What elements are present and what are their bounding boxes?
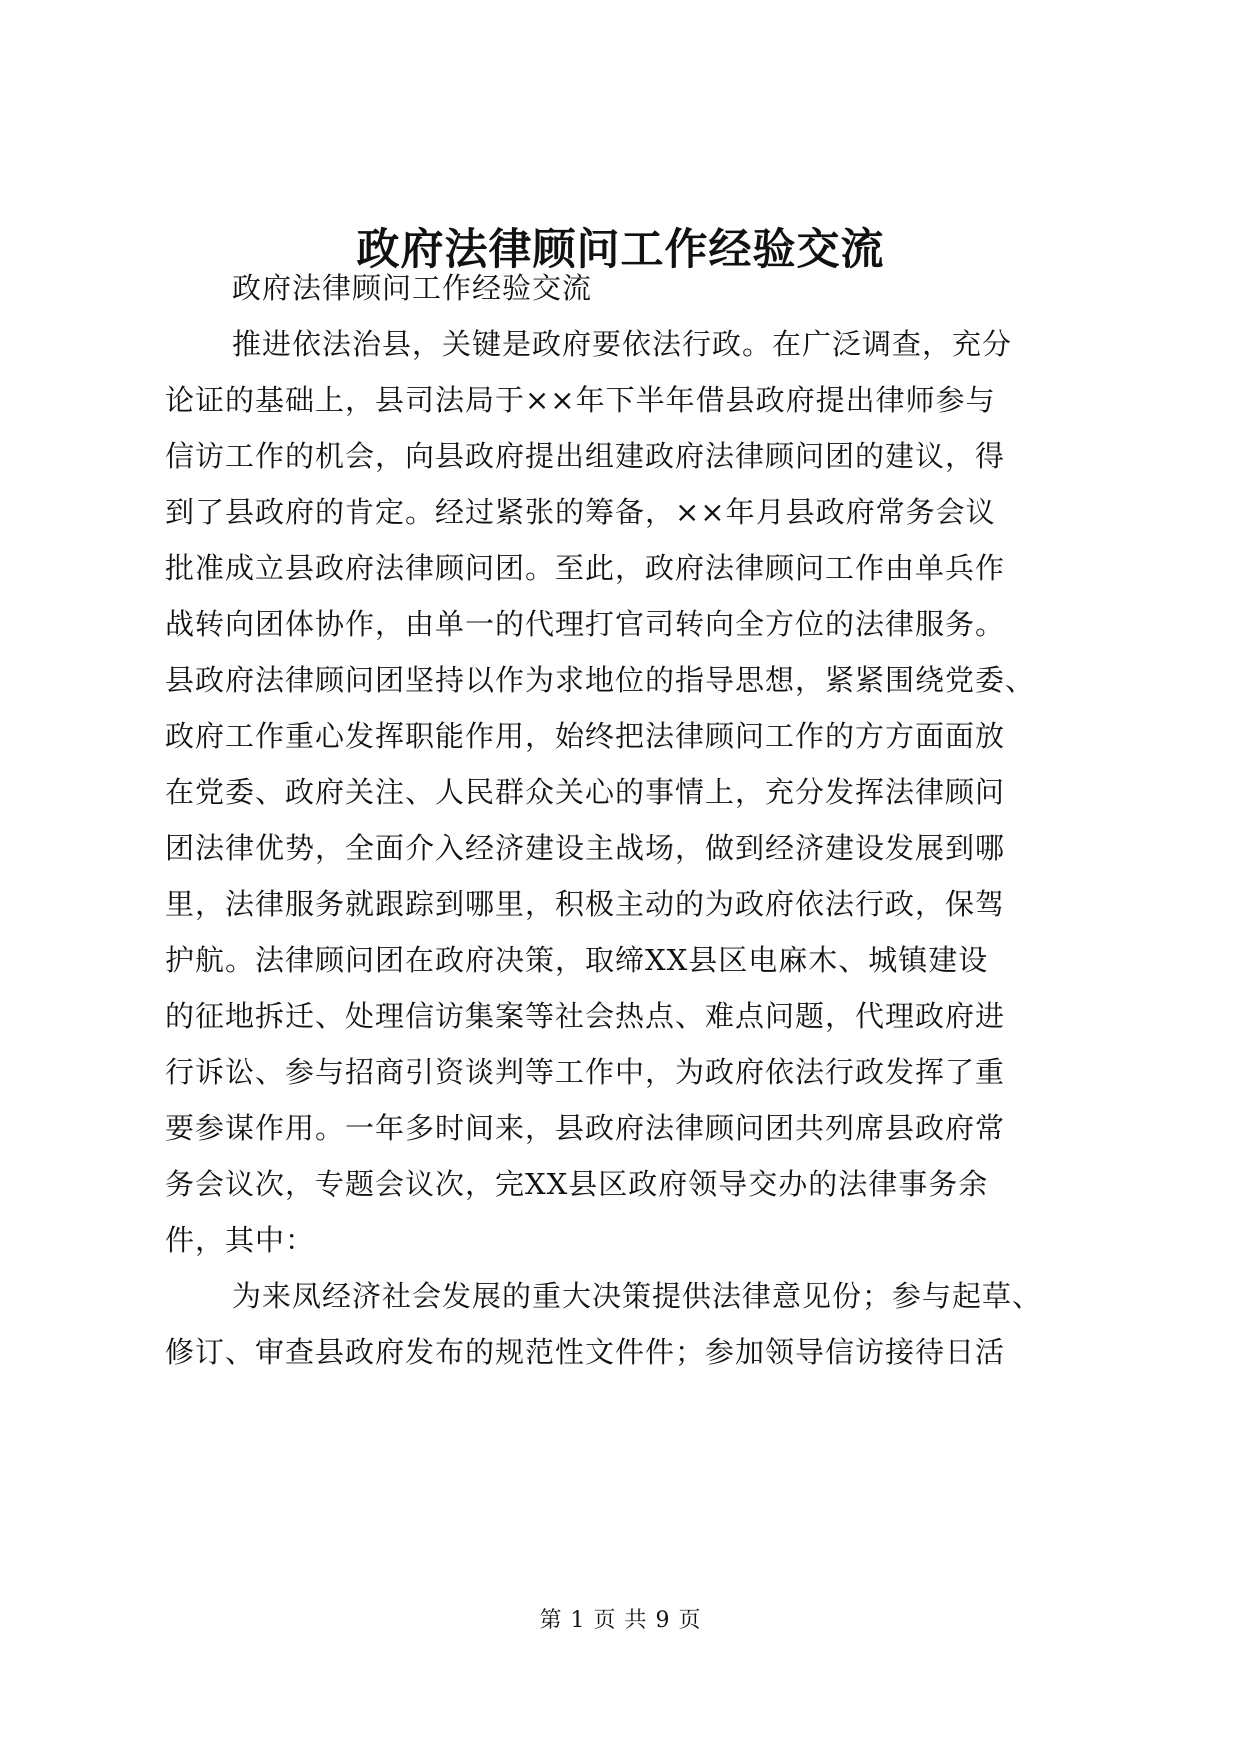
paragraph-line-3: 信访工作的机会，向县政府提出组建政府法律顾问团的建议，得 bbox=[165, 439, 1006, 473]
paragraph-line-12: 护航。法律顾问团在政府决策，取缔XX县区电麻木、城镇建设 bbox=[165, 943, 989, 977]
paragraph-line-17: 件，其中： bbox=[165, 1223, 316, 1257]
page-footer: 第 1 页 共 9 页 bbox=[539, 1608, 702, 1633]
paragraph-line-11: 里，法律服务就跟踪到哪里，积极主动的为政府依法行政，保驾 bbox=[165, 887, 1006, 921]
paragraph-line-5: 批准成立县政府法律顾问团。至此，政府法律顾问工作由单兵作 bbox=[165, 551, 1006, 585]
document-title: 政府法律顾问工作经验交流 bbox=[356, 225, 885, 275]
paragraph-line-7: 县政府法律顾问团坚持以作为求地位的指导思想，紧紧围绕党委、 bbox=[165, 663, 1036, 697]
paragraph-line-15: 要参谋作用。一年多时间来，县政府法律顾问团共列席县政府常 bbox=[165, 1111, 1006, 1145]
subtitle-line: 政府法律顾问工作经验交流 bbox=[232, 271, 593, 305]
paragraph-line-14: 行诉讼、参与招商引资谈判等工作中，为政府依法行政发挥了重 bbox=[165, 1055, 1006, 1089]
paragraph-line-9: 在党委、政府关注、人民群众关心的事情上，充分发挥法律顾问 bbox=[165, 775, 1006, 809]
paragraph-line-16: 务会议次，专题会议次，完XX县区政府领导交办的法律事务余 bbox=[165, 1167, 989, 1201]
paragraph-line-10: 团法律优势，全面介入经济建设主战场，做到经济建设发展到哪 bbox=[165, 831, 1006, 865]
paragraph-line-6: 战转向团体协作，由单一的代理打官司转向全方位的法律服务。 bbox=[165, 607, 1006, 641]
paragraph2-line-1: 为来凤经济社会发展的重大决策提供法律意见份；参与起草、 bbox=[232, 1279, 1043, 1313]
paragraph-line-1: 推进依法治县，关键是政府要依法行政。在广泛调查，充分 bbox=[232, 327, 1013, 361]
paragraph-line-2: 论证的基础上，县司法局于××年下半年借县政府提出律师参与 bbox=[165, 383, 996, 417]
paragraph-line-8: 政府工作重心发挥职能作用，始终把法律顾问工作的方方面面放 bbox=[165, 719, 1006, 753]
paragraph-line-4: 到了县政府的肯定。经过紧张的筹备，××年月县政府常务会议 bbox=[165, 495, 996, 529]
paragraph-line-13: 的征地拆迁、处理信访集案等社会热点、难点问题，代理政府进 bbox=[165, 999, 1006, 1033]
paragraph2-line-2: 修订、审查县政府发布的规范性文件件；参加领导信访接待日活 bbox=[165, 1335, 1006, 1369]
